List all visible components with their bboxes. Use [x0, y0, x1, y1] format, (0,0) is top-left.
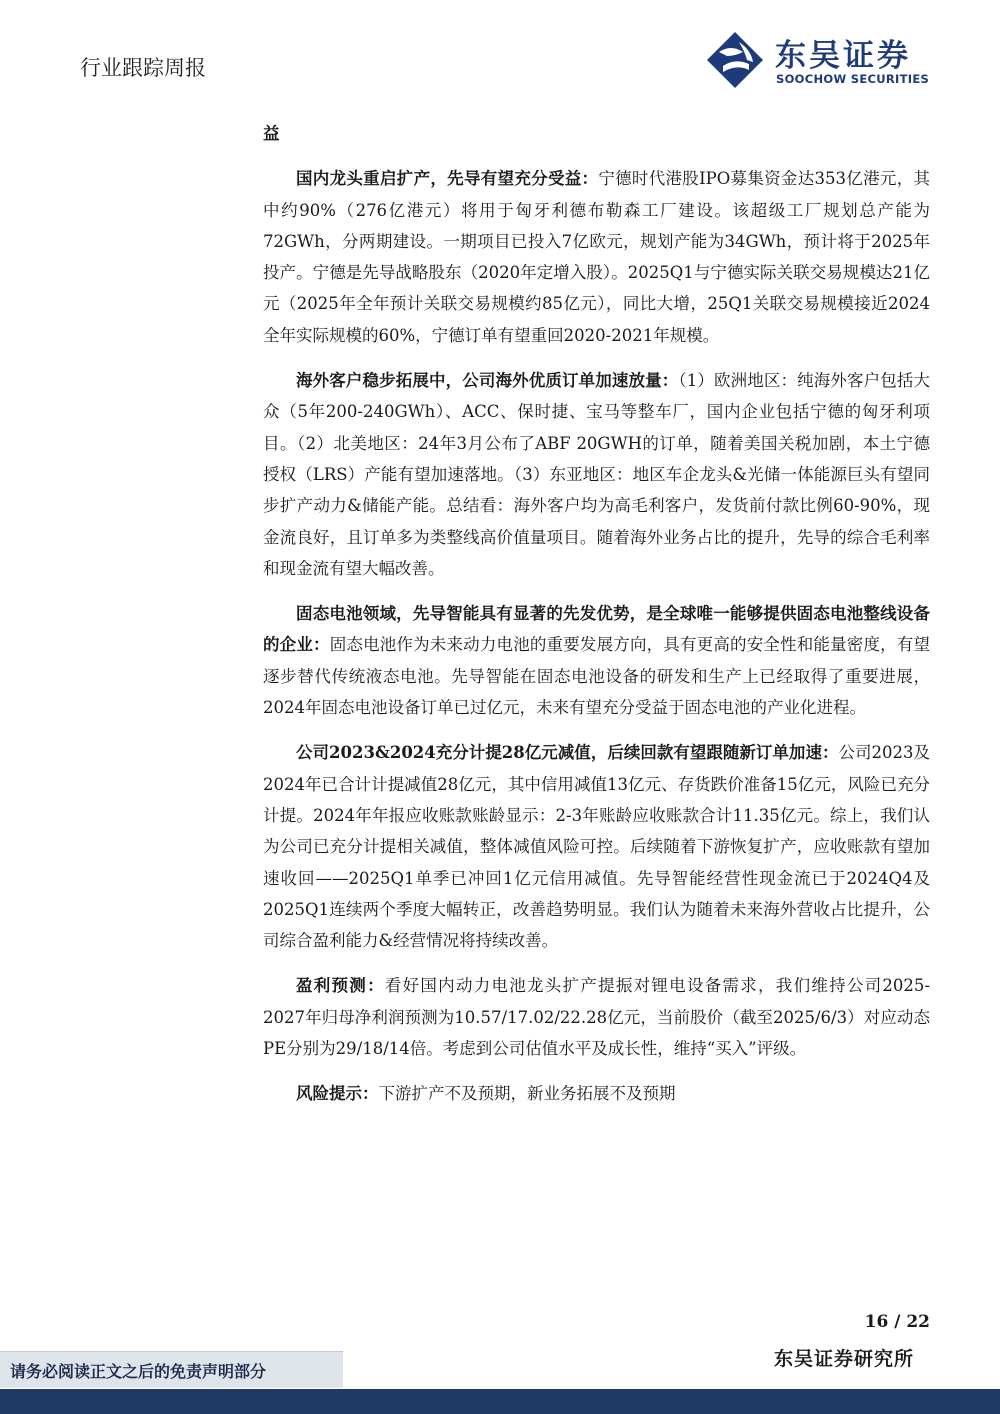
- logo-english-name: SOOCHOW SECURITIES: [776, 72, 930, 86]
- paragraph-text: 固态电池作为未来动力电池的重要发展方向，具有更高的安全性和能量密度，有望逐步替代传统液态电池。先导智能在固态电池设备的研发和生产上已经取得了重要进展，2024年固态电池设备订单已过亿元，未来有望充分受益于固态电池的产业化进程。: [263, 635, 931, 718]
- paragraph-solid-state-battery: [263, 598, 930, 723]
- company-logo: [705, 28, 945, 98]
- paragraph-text: 看好国内动力电池龙头扩产提振对锂电设备需求，我们维持公司2025-2027年归母净利润预测为10.57/17.02/22.28亿元，当前股价（截至2025/6/3）对应动态PE分别为29/18/14倍。考虑到公司估值水平及成长性，维持“买入”评级。: [263, 976, 930, 1059]
- footer-bar: [0, 1389, 1000, 1414]
- paragraph-text: 公司2023及2024年已合计计提减值28亿元，其中信用减值13亿元、存货跌价准备15亿元，风险已充分计提。2024年年报应收账款账龄显示：2-3年账龄应收账款合计11.35亿元。综上，我们认为公司已充分计提相关减值，整体减值风险可控。后续随着下游恢复扩产，应收账款有望加速收回——2025Q1单季已冲回1亿元信用减值。先导智能经营性现金流已于2024Q4及2025Q1连续两个季度大幅转正，改善趋势明显。我们认为随着未来海外营收占比提升，公司综合盈利能力&经营情况将持续改善。: [263, 743, 930, 951]
- disclaimer-box: [0, 1351, 343, 1388]
- report-category: 行业跟踪周报: [80, 56, 206, 80]
- paragraph-heading: 公司2023&2024充分计提28亿元减值，后续回款有望跟随新订单加速：: [296, 743, 839, 763]
- paragraph-text: （1）欧洲地区：纯海外客户包括大众（5年200-240GWh）、ACC、保时捷、宝马等整车厂，国内企业包括宁德的匈牙利项目。（2）北美地区：24年3月公布了ABF 20GWH的订单，随着美国关税加剧，本土宁德授权（LRS）产能有望加速落地。（3）东亚地区：地区车企龙头&光储一体能源巨头有望同步扩产动力&储能产能。总结看：海外客户均为高毛利客户，发货前付款比例60-90%，现金流良好，且订单多为类整线高价值量项目。随着海外业务占比的提升，先导的综合毛利率和现金流有望大幅改善。: [263, 371, 930, 578]
- paragraph-overseas-customers: [263, 365, 930, 584]
- soochow-logo-icon: [705, 30, 765, 90]
- paragraph-heading: 盈利预测：: [296, 976, 385, 996]
- report-body: [263, 118, 930, 1110]
- paragraph-risk-warning: [263, 1078, 930, 1109]
- paragraph-domestic-expansion: [263, 163, 930, 351]
- research-institute: 东吴证券研究所: [773, 1348, 914, 1370]
- page-number: 16 / 22: [864, 1312, 930, 1332]
- paragraph-heading: 海外客户稳步拓展中，公司海外优质订单加速放量：: [296, 371, 679, 391]
- paragraph-text: 下游扩产不及预期，新业务拓展不及预期: [378, 1084, 676, 1104]
- paragraph-heading: 国内龙头重启扩产，先导有望充分受益：: [296, 169, 599, 189]
- paragraph-text: 宁德时代港股IPO募集资金达353亿港元，其中约90%（276亿港元）将用于匈牙利德布勒森工厂建设。该超级工厂规划总产能为72GWh，分两期建设。一期项目已投入7亿欧元，规划产能为34GWh，预计将于2025年投产。宁德是先导战略股东（2020年定增入股）。2025Q1与宁德实际关联交易规模达21亿元（2025年全年预计关联交易规模约85亿元），同比大增，25Q1关联交易规模接近2024全年实际规模的60%，宁德订单有望重回2020-2021年规模。: [263, 169, 931, 345]
- paragraph-heading: 风险提示：: [296, 1084, 379, 1104]
- paragraph-earnings-forecast: [263, 970, 930, 1064]
- disclaimer-notice: 请务必阅读正文之后的免责声明部分: [10, 1362, 267, 1381]
- logo-chinese-name: 东吴证券: [775, 38, 911, 74]
- paragraph-heading: 固态电池领域，先导智能具有显著的先发优势，是全球唯一能够提供固态电池整线设备的企业：: [263, 604, 930, 655]
- paragraph-impairment: [263, 737, 930, 956]
- continued-fragment: 益: [263, 124, 280, 143]
